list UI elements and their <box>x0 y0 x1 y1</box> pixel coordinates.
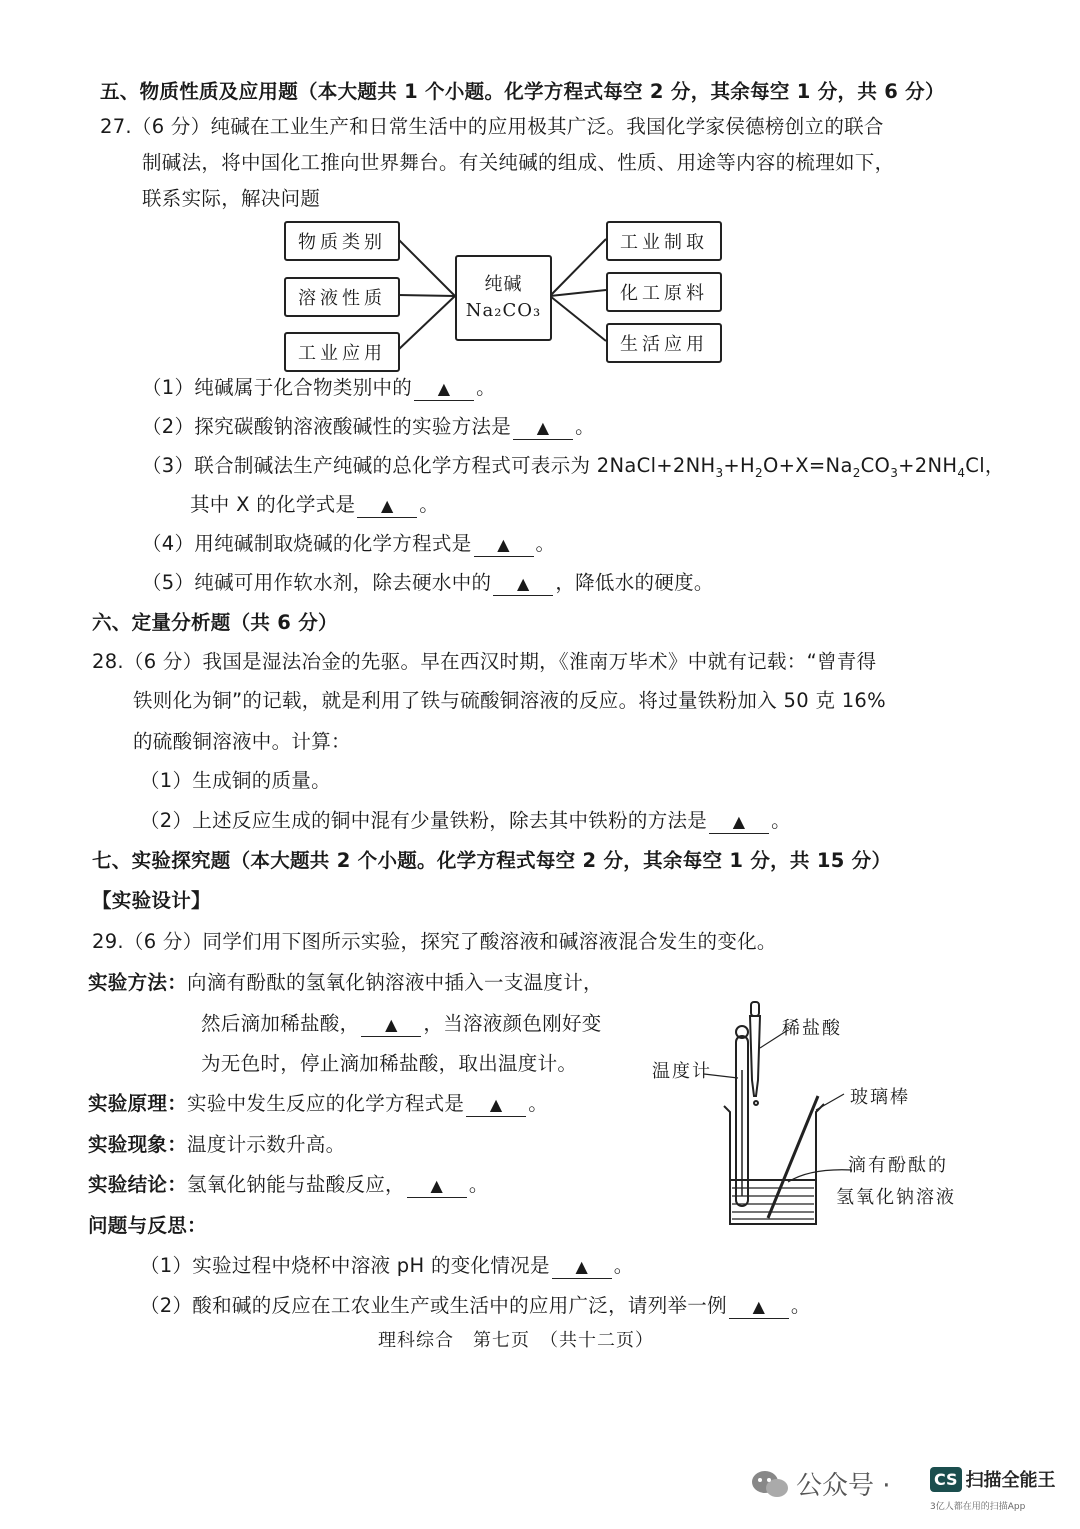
q28-line-1: 28.（6 分）我国是湿法冶金的先驱。早在西汉时期，《淮南万毕术》中就有记载：“曾青得 <box>92 650 877 673</box>
map-node-daily-use: 生活应用 <box>606 323 722 363</box>
map-center-node <box>455 255 552 341</box>
wechat-icon <box>750 1467 790 1501</box>
answer-blank: ▲ <box>709 810 769 834</box>
page-footer: 理科综合 第七页 （共十二页） <box>378 1330 654 1351</box>
map-node-industrial-use: 工业应用 <box>284 332 400 372</box>
q29-reflection-label: 问题与反思： <box>88 1214 207 1237</box>
wechat-account-label: 公众号 · <box>796 1471 891 1501</box>
wechat-watermark <box>750 1465 891 1502</box>
answer-blank: ▲ <box>466 1093 526 1117</box>
answer-blank: ▲ <box>513 416 573 440</box>
q28-part-2: （2）上述反应生成的铜中混有少量铁粉，除去其中铁粉的方法是 ▲ 。 <box>140 809 791 832</box>
q27-part-4: （4）用纯碱制取烧碱的化学方程式是 ▲ 。 <box>142 532 556 555</box>
q27-part-3-line-2: 其中 X 的化学式是 ▲ 。 <box>190 493 440 516</box>
answer-blank: ▲ <box>357 494 417 518</box>
camscanner-tagline: 3亿人都在用的扫描App <box>930 1502 1026 1512</box>
answer-blank: ▲ <box>493 572 553 596</box>
label-dilute-hcl: 稀盐酸 <box>782 1018 842 1039</box>
q27-intro-line-1: 27.（6 分）纯碱在工业生产和日常生活中的应用极其广泛。我国化学家侯德榜创立的联合 <box>100 115 884 138</box>
experiment-design-heading: 【实验设计】 <box>92 889 211 912</box>
dropper-bulb <box>751 1002 759 1016</box>
q28-part-1: （1）生成铜的质量。 <box>140 769 331 792</box>
q29-phenomenon: 实验现象：温度计示数升高。 <box>88 1133 346 1156</box>
q27-part-3: （3）联合制碱法生产纯碱的总化学方程式可表示为 $2NaCl+2NH_3+H_2O+X=Na_2CO_3+2NH_4Cl$， <box>142 454 1005 480</box>
q27-intro-line-3: 联系实际，解决问题 <box>142 187 321 210</box>
camscanner-watermark <box>930 1466 1056 1492</box>
q27-part-5: （5）纯碱可用作软水剂，除去硬水中的 ▲ ，降低水的硬度。 <box>142 571 714 594</box>
center-node-name: 纯碱 <box>484 274 523 295</box>
answer-blank: ▲ <box>729 1295 789 1319</box>
q29-method-line-2: 然后滴加稀盐酸， ▲ ，当溶液颜色刚好变 <box>201 1012 602 1035</box>
q29-method-line-3: 为无色时，停止滴加稀盐酸，取出温度计。 <box>201 1052 578 1075</box>
q29-conclusion: 实验结论：氢氧化钠能与盐酸反应， ▲ 。 <box>88 1173 489 1196</box>
label-solution-line-2: 氢氧化钠溶液 <box>836 1187 956 1208</box>
answer-blank: ▲ <box>552 1255 612 1279</box>
camscanner-name: 扫描全能王 <box>965 1470 1056 1491</box>
q28-line-3: 的硫酸铜溶液中。计算： <box>133 730 351 753</box>
map-node-industrial-production: 工业制取 <box>606 221 722 261</box>
answer-blank: ▲ <box>361 1013 421 1037</box>
map-node-solution-property: 溶液性质 <box>284 277 400 317</box>
q27-intro-line-2: 制碱法，将中国化工推向世界舞台。有关纯碱的组成、性质、用途等内容的梳理如下， <box>142 151 895 174</box>
q29-method-line-1: 实验方法：向滴有酚酞的氢氧化钠溶液中插入一支温度计， <box>88 971 603 994</box>
section-7-header: 七、实验探究题（本大题共 2 个小题。化学方程式每空 2 分，其余每空 1 分，共 15 分） <box>92 849 892 872</box>
answer-blank: ▲ <box>474 533 534 557</box>
q29-intro: 29.（6 分）同学们用下图所示实验，探究了酸溶液和碱溶液混合发生的变化。 <box>92 930 777 953</box>
answer-blank: ▲ <box>407 1174 467 1198</box>
q27-part-1: （1）纯碱属于化合物类别中的 ▲ 。 <box>142 376 496 399</box>
center-node-formula: Na₂CO₃ <box>465 300 542 321</box>
map-node-chemical-raw-material: 化工原料 <box>606 272 722 312</box>
q28-line-2: 铁则化为铜”的记载，就是利用了铁与硫酸铜溶液的反应。将过量铁粉加入 50 克 16% <box>133 689 886 712</box>
section-6-header: 六、定量分析题（共 6 分） <box>92 611 338 634</box>
label-thermometer: 温度计 <box>652 1061 712 1082</box>
q27-part-2: （2）探究碳酸钠溶液酸碱性的实验方法是 ▲ 。 <box>142 415 595 438</box>
section-5-header: 五、物质性质及应用题（本大题共 1 个小题。化学方程式每空 2 分，其余每空 1 分，共 6 分） <box>100 80 945 103</box>
label-solution-line-1: 滴有酚酞的 <box>848 1155 948 1176</box>
q29-reflection-2: （2）酸和碱的反应在工农业生产或生活中的应用广泛，请列举一例 ▲ 。 <box>140 1294 811 1317</box>
q29-reflection-1: （1）实验过程中烧杯中溶液 pH 的变化情况是 ▲ 。 <box>140 1254 634 1277</box>
glass-rod <box>768 1096 818 1218</box>
q29-principle: 实验原理：实验中发生反应的化学方程式是 ▲ 。 <box>88 1092 549 1115</box>
label-glass-rod: 玻璃棒 <box>850 1087 910 1108</box>
camscanner-logo: CS <box>930 1467 962 1492</box>
map-node-substance-class: 物质类别 <box>284 221 400 261</box>
answer-blank: ▲ <box>414 377 474 401</box>
